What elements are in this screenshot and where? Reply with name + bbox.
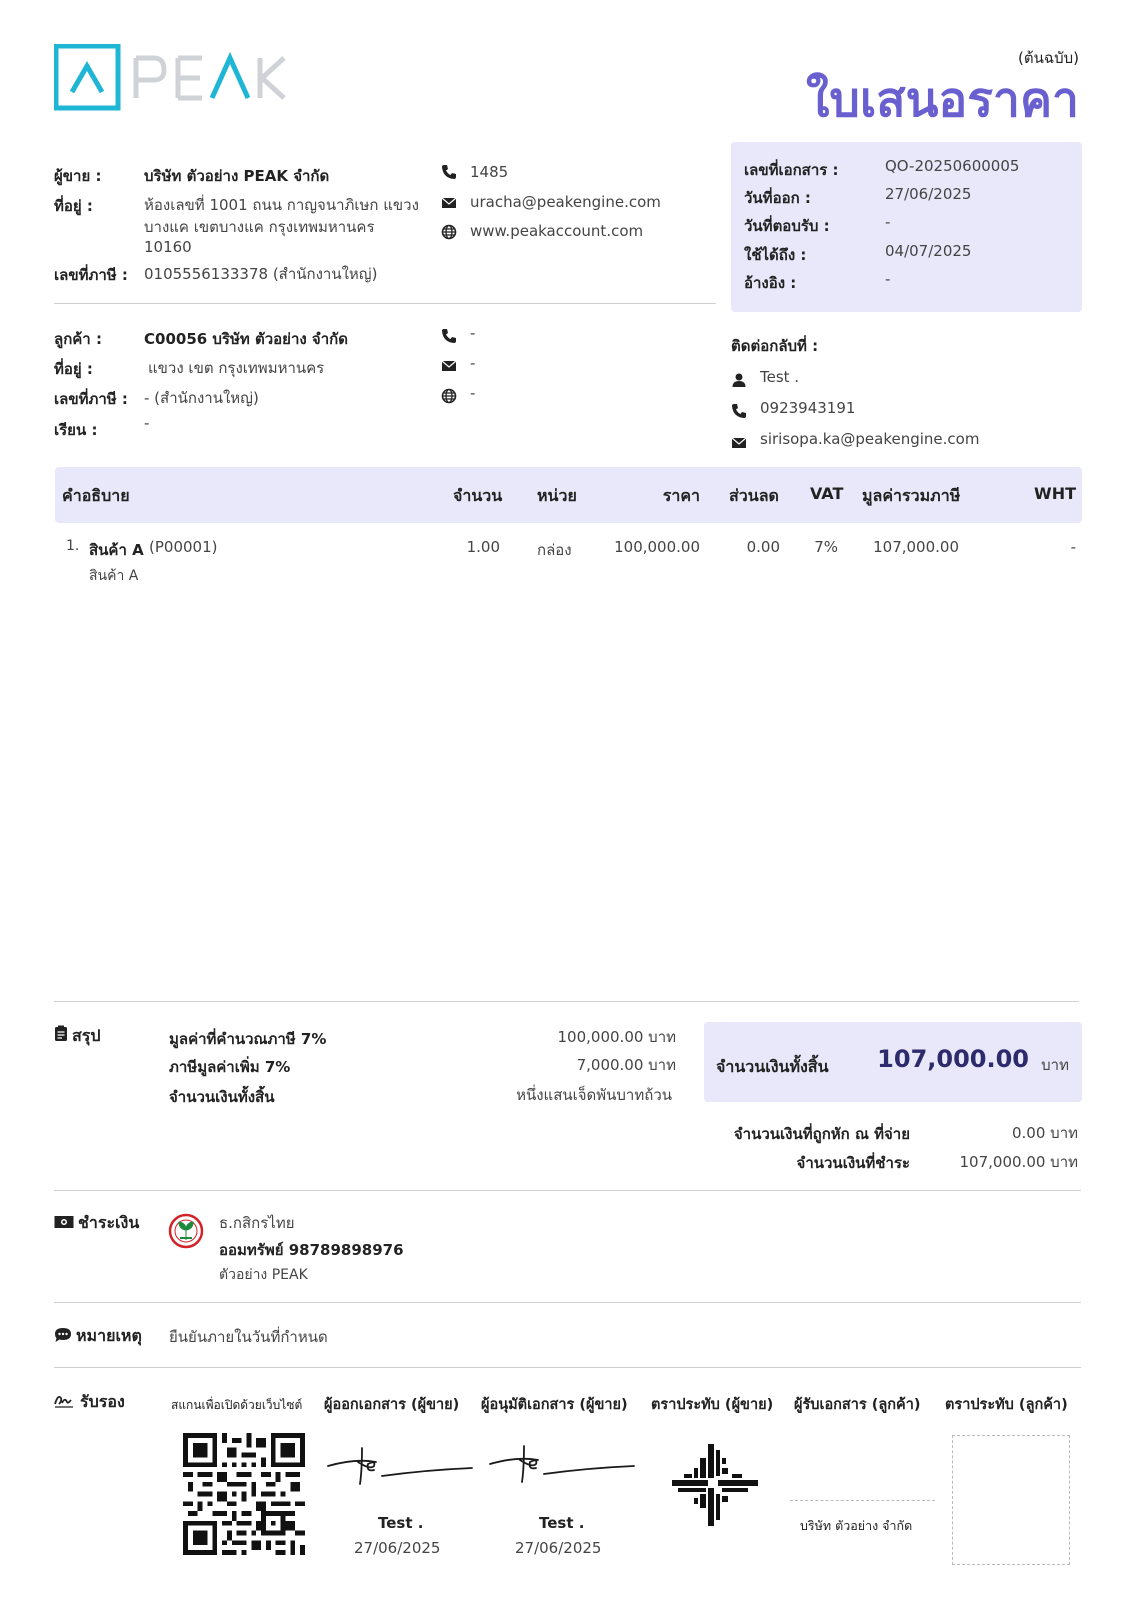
doc-no: QO-20250600005 (885, 157, 1020, 175)
issuer-name: Test . (378, 1514, 424, 1532)
row-item-code: (P00001) (149, 538, 218, 556)
seller-label: ผู้ขาย : (54, 167, 102, 185)
customer-stamp-label: ตราประทับ (ลูกค้า) (945, 1397, 1068, 1413)
customer-tax-id: - (สำนักงานใหญ่) (144, 389, 259, 407)
envelope-icon (441, 358, 457, 374)
user-icon (731, 372, 747, 388)
phone-icon (441, 164, 457, 180)
approver-date: 27/06/2025 (515, 1539, 602, 1557)
envelope-icon (441, 195, 457, 211)
payment-account: ออมทรัพย์ 98789898976 (219, 1241, 404, 1259)
doc-no-label: เลขที่เอกสาร : (744, 161, 839, 179)
seller-tax-label: เลขที่ภาษี : (54, 266, 128, 284)
seller-website: www.peakaccount.com (470, 222, 644, 240)
doc-issue-date: 27/06/2025 (885, 185, 972, 203)
bank-logo-icon (168, 1213, 204, 1249)
customer-tax-label: เลขที่ภาษี : (54, 390, 128, 408)
th-wht: WHT (1034, 484, 1076, 503)
seller-phone: 1485 (470, 163, 509, 181)
seller-address-line1: ห้องเลขที่ 1001 ถนน กาญจนาภิเษก แขวง (144, 196, 419, 214)
doc-ref: - (885, 270, 891, 288)
summary-total-text: หนึ่งแสนเจ็ดพันบาทถ้วน (516, 1086, 672, 1104)
contact-email: sirisopa.ka@peakengine.com (760, 430, 980, 448)
issuer-signature (326, 1440, 474, 1490)
globe-icon (441, 224, 457, 240)
th-description: คำอธิบาย (62, 486, 130, 505)
doc-valid-label: ใช้ได้ถึง : (744, 246, 807, 264)
phone-icon (441, 328, 457, 344)
customer-website: - (470, 384, 476, 402)
row-item-sub: สินค้า A (89, 568, 139, 584)
contact-title: ติดต่อกลับที่ : (731, 337, 819, 355)
th-amount: มูลค่ารวมภาษี (862, 486, 961, 505)
seller-tax-id: 0105556133378 (สำนักงานใหญ่) (144, 265, 378, 283)
withheld-label: จำนวนเงินที่ถูกหัก ณ ที่จ่าย (733, 1125, 910, 1143)
divider (54, 1367, 1081, 1368)
copy-label: (ต้นฉบับ) (1018, 49, 1079, 67)
summary-title: สรุป (72, 1026, 101, 1045)
receiver-company: บริษัท ตัวอย่าง จำกัด (800, 1518, 913, 1533)
row-number: 1. (66, 538, 80, 554)
envelope-icon (731, 435, 747, 451)
signature-icon (54, 1392, 74, 1408)
receiver-signature-line (790, 1500, 935, 1501)
th-vat: VAT (810, 484, 844, 503)
seller-address-line3: 10160 (144, 238, 192, 256)
approver-name: Test . (539, 1514, 585, 1532)
customer-name: C00056 บริษัท ตัวอย่าง จำกัด (144, 330, 348, 348)
globe-icon (441, 388, 457, 404)
doc-accept-label: วันที่ตอบรับ : (744, 217, 830, 235)
th-quantity: จำนวน (453, 486, 503, 505)
seller-email: uracha@peakengine.com (470, 193, 661, 211)
issuer-date: 27/06/2025 (354, 1539, 441, 1557)
payable-value: 107,000.00 บาท (959, 1153, 1078, 1171)
total-box-label: จำนวนเงินทั้งสิ้น (716, 1057, 829, 1076)
payable-label: จำนวนเงินที่ชำระ (796, 1154, 910, 1172)
row-item-name: สินค้า A (89, 541, 144, 559)
contact-name: Test . (760, 368, 800, 386)
doc-valid-date: 04/07/2025 (885, 242, 972, 260)
customer-label: ลูกค้า : (54, 330, 102, 348)
summary-total-label: จำนวนเงินทั้งสิ้น (169, 1088, 275, 1106)
divider (54, 1001, 1079, 1002)
remark-title: หมายเหตุ (76, 1326, 142, 1345)
doc-ref-label: อ้างอิง : (744, 274, 797, 292)
row-vat: 7% (814, 538, 838, 556)
approver-label: ผู้อนุมัติเอกสาร (ผู้ขาย) (481, 1397, 628, 1413)
customer-email: - (470, 354, 476, 372)
seller-stamp (670, 1440, 760, 1530)
th-price: ราคา (662, 486, 700, 505)
customer-address: แขวง เขต กรุงเทพมหานคร (148, 359, 325, 377)
payment-bank: ธ.กสิกรไทย (219, 1214, 295, 1232)
row-price: 100,000.00 (614, 538, 700, 556)
row-discount: 0.00 (746, 538, 780, 556)
phone-icon (731, 403, 747, 419)
total-box-currency: บาท (1041, 1056, 1069, 1074)
customer-attn: - (144, 414, 150, 432)
seller-address-label: ที่อยู่ : (54, 197, 93, 215)
summary-taxable-label: มูลค่าที่คำนวณภาษี 7% (169, 1030, 327, 1048)
total-box-amount: 107,000.00 (877, 1045, 1029, 1073)
summary-vat-label: ภาษีมูลค่าเพิ่ม 7% (169, 1058, 291, 1076)
chat-icon (54, 1327, 72, 1343)
th-discount: ส่วนลด (729, 486, 779, 505)
seller-address-line2: บางแค เขตบางแค กรุงเทพมหานคร (144, 218, 375, 236)
remark-text: ยืนยันภายในวันที่กำหนด (169, 1328, 328, 1346)
qr-code[interactable] (183, 1433, 305, 1555)
customer-address-label: ที่อยู่ : (54, 360, 93, 378)
payment-title: ชำระเงิน (78, 1213, 140, 1232)
approver-signature (488, 1438, 636, 1488)
row-unit: กล่อง (537, 541, 572, 559)
contact-phone: 0923943191 (760, 399, 856, 417)
row-amount: 107,000.00 (873, 538, 959, 556)
seller-name: บริษัท ตัวอย่าง PEAK จำกัด (144, 167, 330, 185)
document-title: ใบเสนอราคา (805, 72, 1079, 128)
issuer-label: ผู้ออกเอกสาร (ผู้ขาย) (324, 1397, 460, 1413)
clipboard-icon (54, 1025, 68, 1041)
customer-stamp-box (952, 1435, 1070, 1565)
customer-attn-label: เรียน : (54, 421, 98, 439)
company-logo (54, 44, 290, 116)
divider (54, 1302, 1081, 1303)
scan-label: สแกนเพื่อเปิดด้วยเว็บไซต์ (171, 1398, 303, 1412)
money-icon (54, 1215, 74, 1229)
divider (54, 303, 716, 304)
th-unit: หน่วย (537, 486, 577, 505)
approval-title: รับรอง (80, 1392, 125, 1411)
customer-phone: - (470, 324, 476, 342)
summary-vat-value: 7,000.00 บาท (576, 1056, 676, 1074)
doc-accept-date: - (885, 213, 891, 231)
summary-taxable-value: 100,000.00 บาท (557, 1028, 676, 1046)
payment-account-name: ตัวอย่าง PEAK (219, 1267, 308, 1283)
seller-stamp-label: ตราประทับ (ผู้ขาย) (651, 1397, 774, 1413)
row-qty: 1.00 (466, 538, 500, 556)
row-wht: - (1070, 538, 1076, 556)
receiver-label: ผู้รับเอกสาร (ลูกค้า) (794, 1397, 921, 1413)
divider (54, 1190, 1081, 1191)
withheld-value: 0.00 บาท (1012, 1124, 1078, 1142)
doc-issue-label: วันที่ออก : (744, 189, 811, 207)
